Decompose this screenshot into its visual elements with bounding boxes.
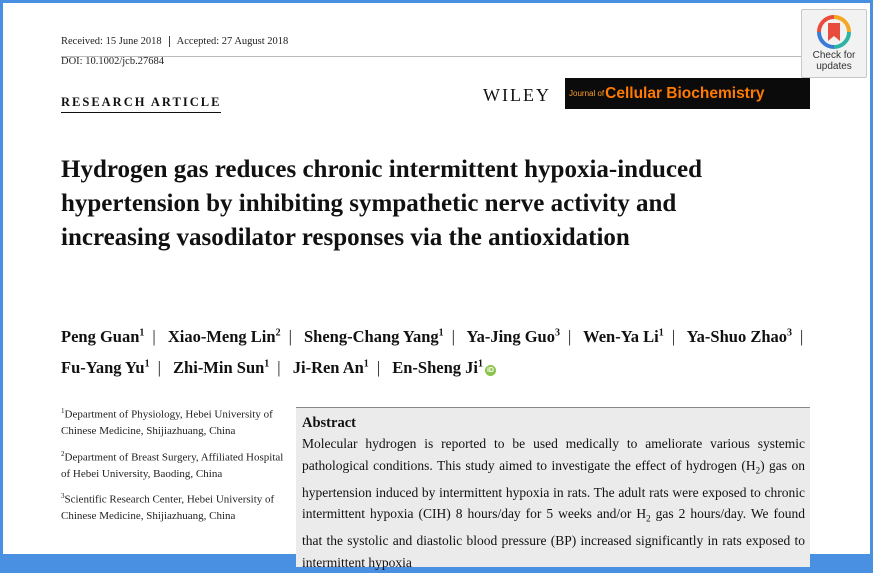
author-name[interactable]: Ya-Jing Guo$^3$ [466,326,560,346]
author-affiliation-marker: 1 [139,327,145,338]
author-name[interactable]: Wen-Ya Li$^1$ [583,326,664,346]
author-name[interactable]: Xiao-Meng Lin$^2$ [167,326,281,346]
article-type-label: RESEARCH ARTICLE [61,95,221,113]
affiliation-item: $^3$Scientific Research Center, Hebei University of Chinese Medicine, Shijiazhuang, China [61,492,275,523]
author-separator: | [567,326,572,346]
author-affiliation-marker: 2 [275,327,281,338]
author-name[interactable]: Zhi-Min Sun$^1$ [173,358,270,377]
author-separator: | [376,358,381,377]
check-for-updates-button[interactable] [801,9,867,78]
journal-prefix: Journal of [569,89,605,98]
publisher-logo: WILEY [483,85,551,105]
article-title: Hydrogen gas reduces chronic intermittent hypoxia-induced hypertension by inhibiting sympathetic nerve activity and increasing vasodilator responses via the antioxidation [61,156,702,251]
author-affiliation-marker: 1 [477,358,483,370]
abstract-text: Molecular hydrogen is reported to be used medically to ameliorate various systemic pathological conditions. This study aimed to investigate the effect of hydrogen $(H_2)$ gas on hypertension induced by intermittent hypoxia in rats. The adult rats were exposed to chronic intermittent hypoxia (CIH) 8 hours/day for 5 weeks and/or $H_2$ gas 2 hours/day. We found that the systolic and diastolic blood pressure (BP) increased significantly in rats exposed to intermittent hypoxia [302,436,806,570]
author-affiliation-marker: 3 [787,327,792,338]
affiliation-item: $^2$Department of Breast Surgery, Affiliated Hospital of Hebei University, Baoding, China [61,449,284,480]
journal-name: Cellular Biochemistry [605,84,765,102]
author-separator: | [157,358,161,377]
author-name[interactable]: Fu-Yang Yu$^1$ [61,358,150,377]
author-separator: | [152,326,156,346]
abstract-heading: Abstract [302,415,356,431]
author-name[interactable]: Sheng-Chang Yang$^1$ [304,326,444,346]
affiliation-item: $^1$Department of Physiology, Hebei University of Chinese Medicine, Shijiazhuang, China [61,407,273,438]
author-separator: | [288,326,292,346]
author-name[interactable]: Peng Guan$^1$ [61,326,145,346]
bookmark-ring-icon [817,15,851,49]
author-separator: | [277,358,281,377]
badge-label: Check for updates [812,50,856,72]
author-affiliation-marker: 1 [264,358,270,370]
author-affiliation-marker: 1 [363,358,369,370]
author-name[interactable]: En-Sheng Ji$^1$iD [392,358,494,377]
author-separator: | [800,326,804,346]
doi[interactable]: DOI: 10.1002/jcb.27684 [61,56,164,67]
author-affiliation-marker: 1 [438,327,444,338]
dates-row [61,36,288,47]
author-affiliation-marker: 1 [658,327,664,338]
header-divider [61,56,806,57]
affiliation-list [61,403,286,531]
journal-banner [565,78,810,109]
author-name[interactable]: Ji-Ren An$^1$ [292,358,369,377]
accepted-date: Accepted: 27 August 2018 [176,36,289,47]
abstract-panel [296,407,810,570]
author-affiliation-marker: 1 [144,358,150,370]
article-page [3,3,870,570]
author-separator: | [451,326,455,346]
author-separator: | [671,326,676,346]
received-date: Received: 15 June 2018 [61,36,170,47]
orcid-icon[interactable]: iD [486,367,494,374]
author-list [61,319,821,382]
author-name[interactable]: Ya-Shuo Zhao$^3$ [686,326,792,346]
author-affiliation-marker: 3 [554,327,560,338]
